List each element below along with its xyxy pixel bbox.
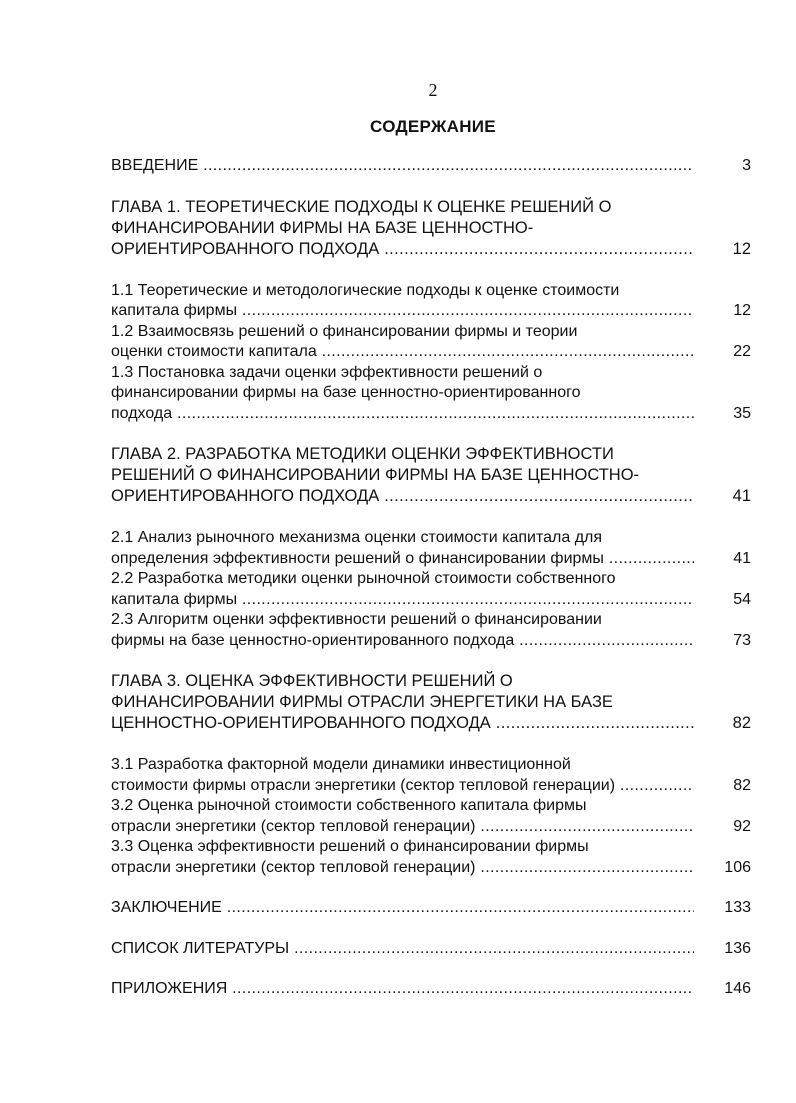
toc-entry-page: 106	[724, 858, 751, 876]
toc-entry-title	[111, 796, 694, 837]
toc-entry-page: 82	[733, 776, 751, 794]
toc-entry-line: ПРИЛОЖЕНИЯ .....	[111, 979, 694, 1000]
toc-entry-line: 3.2 Оценка рыночной стоимости собственного капитала фирмы	[111, 797, 587, 814]
toc-entry-line: капитала фирмы .....	[111, 301, 694, 322]
toc-entry-chapter-1[interactable]	[111, 197, 751, 260]
toc-entry-page: 12	[732, 239, 751, 258]
toc-entry-title	[111, 281, 694, 322]
toc-entry-title	[111, 755, 694, 796]
toc-entry-title	[111, 898, 694, 919]
toc-entry-section-1-2[interactable]	[111, 322, 751, 363]
toc-entry-section-2-3[interactable]	[111, 610, 751, 651]
toc-entry-title	[111, 528, 694, 569]
toc-entry-line: подхода .....	[111, 404, 694, 425]
toc-entry-line: оценки стоимости капитала .....	[111, 342, 694, 363]
toc-entry-line: ФИНАНСИРОВАНИИ ФИРМЫ НА БАЗЕ ЦЕННОСТНО-	[111, 218, 534, 237]
toc-entry-line: 3.3 Оценка эффективности решений о финансировании фирмы	[111, 838, 589, 855]
toc-entry-page: 92	[733, 817, 751, 835]
toc-entry-page: 54	[733, 590, 751, 608]
toc-entry-title	[111, 363, 694, 425]
page-title: СОДЕРЖАНИЕ	[370, 117, 496, 136]
toc-entry-line: стоимости фирмы отрасли энергетики (сектор тепловой генерации) .....	[111, 776, 694, 797]
toc-entry-line: финансировании фирмы на базе ценностно-ориентированного	[111, 384, 581, 401]
toc-entry-section-3-1[interactable]	[111, 755, 751, 796]
toc-entry-section-2-2[interactable]	[111, 569, 751, 610]
toc-entry-page: 12	[733, 302, 751, 319]
toc-entry-page: 3	[742, 157, 751, 174]
toc-entry-line: капитала фирмы .....	[111, 590, 694, 611]
toc-entry-page: 146	[724, 980, 751, 997]
page-number: 2	[428, 80, 438, 100]
toc-entry-line: РЕШЕНИЙ О ФИНАНСИРОВАНИИ ФИРМЫ НА БАЗЕ ЦЕННОСТНО-	[111, 466, 640, 484]
toc-entry-line: 2.2 Разработка методики оценки рыночной стоимости собственного	[111, 570, 616, 587]
toc-entry-line: ГЛАВА 2. РАЗРАБОТКА МЕТОДИКИ ОЦЕНКИ ЭФФЕКТИВНОСТИ	[111, 445, 614, 463]
toc-entry-page: 22	[733, 343, 751, 360]
toc-entry-line: ФИНАНСИРОВАНИИ ФИРМЫ ОТРАСЛИ ЭНЕРГЕТИКИ НА БАЗЕ	[111, 693, 613, 711]
toc-entry-line: 1.2 Взаимосвязь решений о финансировании фирмы и теории	[111, 322, 578, 340]
toc-entry-title	[111, 156, 694, 177]
toc-entry-page: 73	[733, 631, 751, 649]
toc-entry-chapter-2[interactable]	[111, 444, 751, 507]
toc-entry-line: ЦЕННОСТНО-ОРИЕНТИРОВАННОГО ПОДХОДА .....	[111, 713, 694, 734]
toc-entry-line: ОРИЕНТИРОВАННОГО ПОДХОДА .....	[111, 239, 694, 260]
toc-entry-title	[111, 671, 694, 734]
toc-entry-page: 136	[724, 939, 751, 957]
toc-entry-line: отрасли энергетики (сектор тепловой генерации) .....	[111, 817, 694, 838]
toc-entry-title	[111, 610, 694, 651]
toc-entry-line: 1.1 Теоретические и методологические подходы к оценке стоимости	[111, 281, 620, 299]
toc-entry-page: 82	[732, 714, 751, 732]
toc-entry-line: определения эффективности решений о финансировании фирмы .....	[111, 549, 694, 570]
table-of-contents	[111, 156, 751, 1000]
toc-entry-line: ЗАКЛЮЧЕНИЕ .....	[111, 898, 694, 919]
toc-entry-references[interactable]	[111, 939, 751, 960]
toc-entry-line: 2.1 Анализ рыночного механизма оценки стоимости капитала для	[111, 529, 603, 546]
toc-entry-section-1-3[interactable]	[111, 363, 751, 425]
toc-entry-line: 3.1 Разработка факторной модели динамики инвестиционной	[111, 756, 571, 773]
toc-entry-title	[111, 197, 694, 260]
toc-entry-conclusion[interactable]	[111, 898, 751, 919]
toc-entry-line: отрасли энергетики (сектор тепловой генерации) .....	[111, 858, 694, 879]
toc-entry-line: СПИСОК ЛИТЕРАТУРЫ .....	[111, 939, 694, 960]
toc-entry-introduction[interactable]	[111, 156, 751, 177]
toc-entry-title	[111, 444, 694, 507]
toc-entry-line: 2.3 Алгоритм оценки эффективности решений о финансировании	[111, 611, 602, 628]
toc-entry-title	[111, 322, 694, 363]
toc-entry-page: 41	[732, 487, 751, 505]
toc-entry-line: ВВЕДЕНИЕ .....	[111, 156, 694, 177]
toc-entry-title	[111, 979, 694, 1000]
toc-entry-section-3-3[interactable]	[111, 837, 751, 878]
toc-entry-appendices[interactable]	[111, 979, 751, 1000]
toc-entry-page: 41	[733, 549, 751, 567]
toc-entry-chapter-3[interactable]	[111, 671, 751, 734]
toc-entry-section-1-1[interactable]	[111, 281, 751, 322]
toc-entry-title	[111, 939, 694, 960]
toc-entry-line: фирмы на базе ценностно-ориентированного подхода .....	[111, 631, 694, 652]
toc-entry-page: 35	[733, 404, 751, 422]
toc-entry-line: ОРИЕНТИРОВАННОГО ПОДХОДА .....	[111, 486, 694, 507]
toc-entry-section-3-2[interactable]	[111, 796, 751, 837]
toc-entry-line: ГЛАВА 3. ОЦЕНКА ЭФФЕКТИВНОСТИ РЕШЕНИЙ О	[111, 672, 513, 690]
toc-entry-line: 1.3 Постановка задачи оценки эффективности решений о	[111, 363, 543, 381]
toc-entry-page: 133	[724, 899, 751, 916]
toc-entry-title	[111, 569, 694, 610]
toc-entry-title	[111, 837, 694, 878]
toc-entry-line: ГЛАВА 1. ТЕОРЕТИЧЕСКИЕ ПОДХОДЫ К ОЦЕНКЕ РЕШЕНИЙ О	[111, 197, 612, 216]
toc-entry-section-2-1[interactable]	[111, 528, 751, 569]
